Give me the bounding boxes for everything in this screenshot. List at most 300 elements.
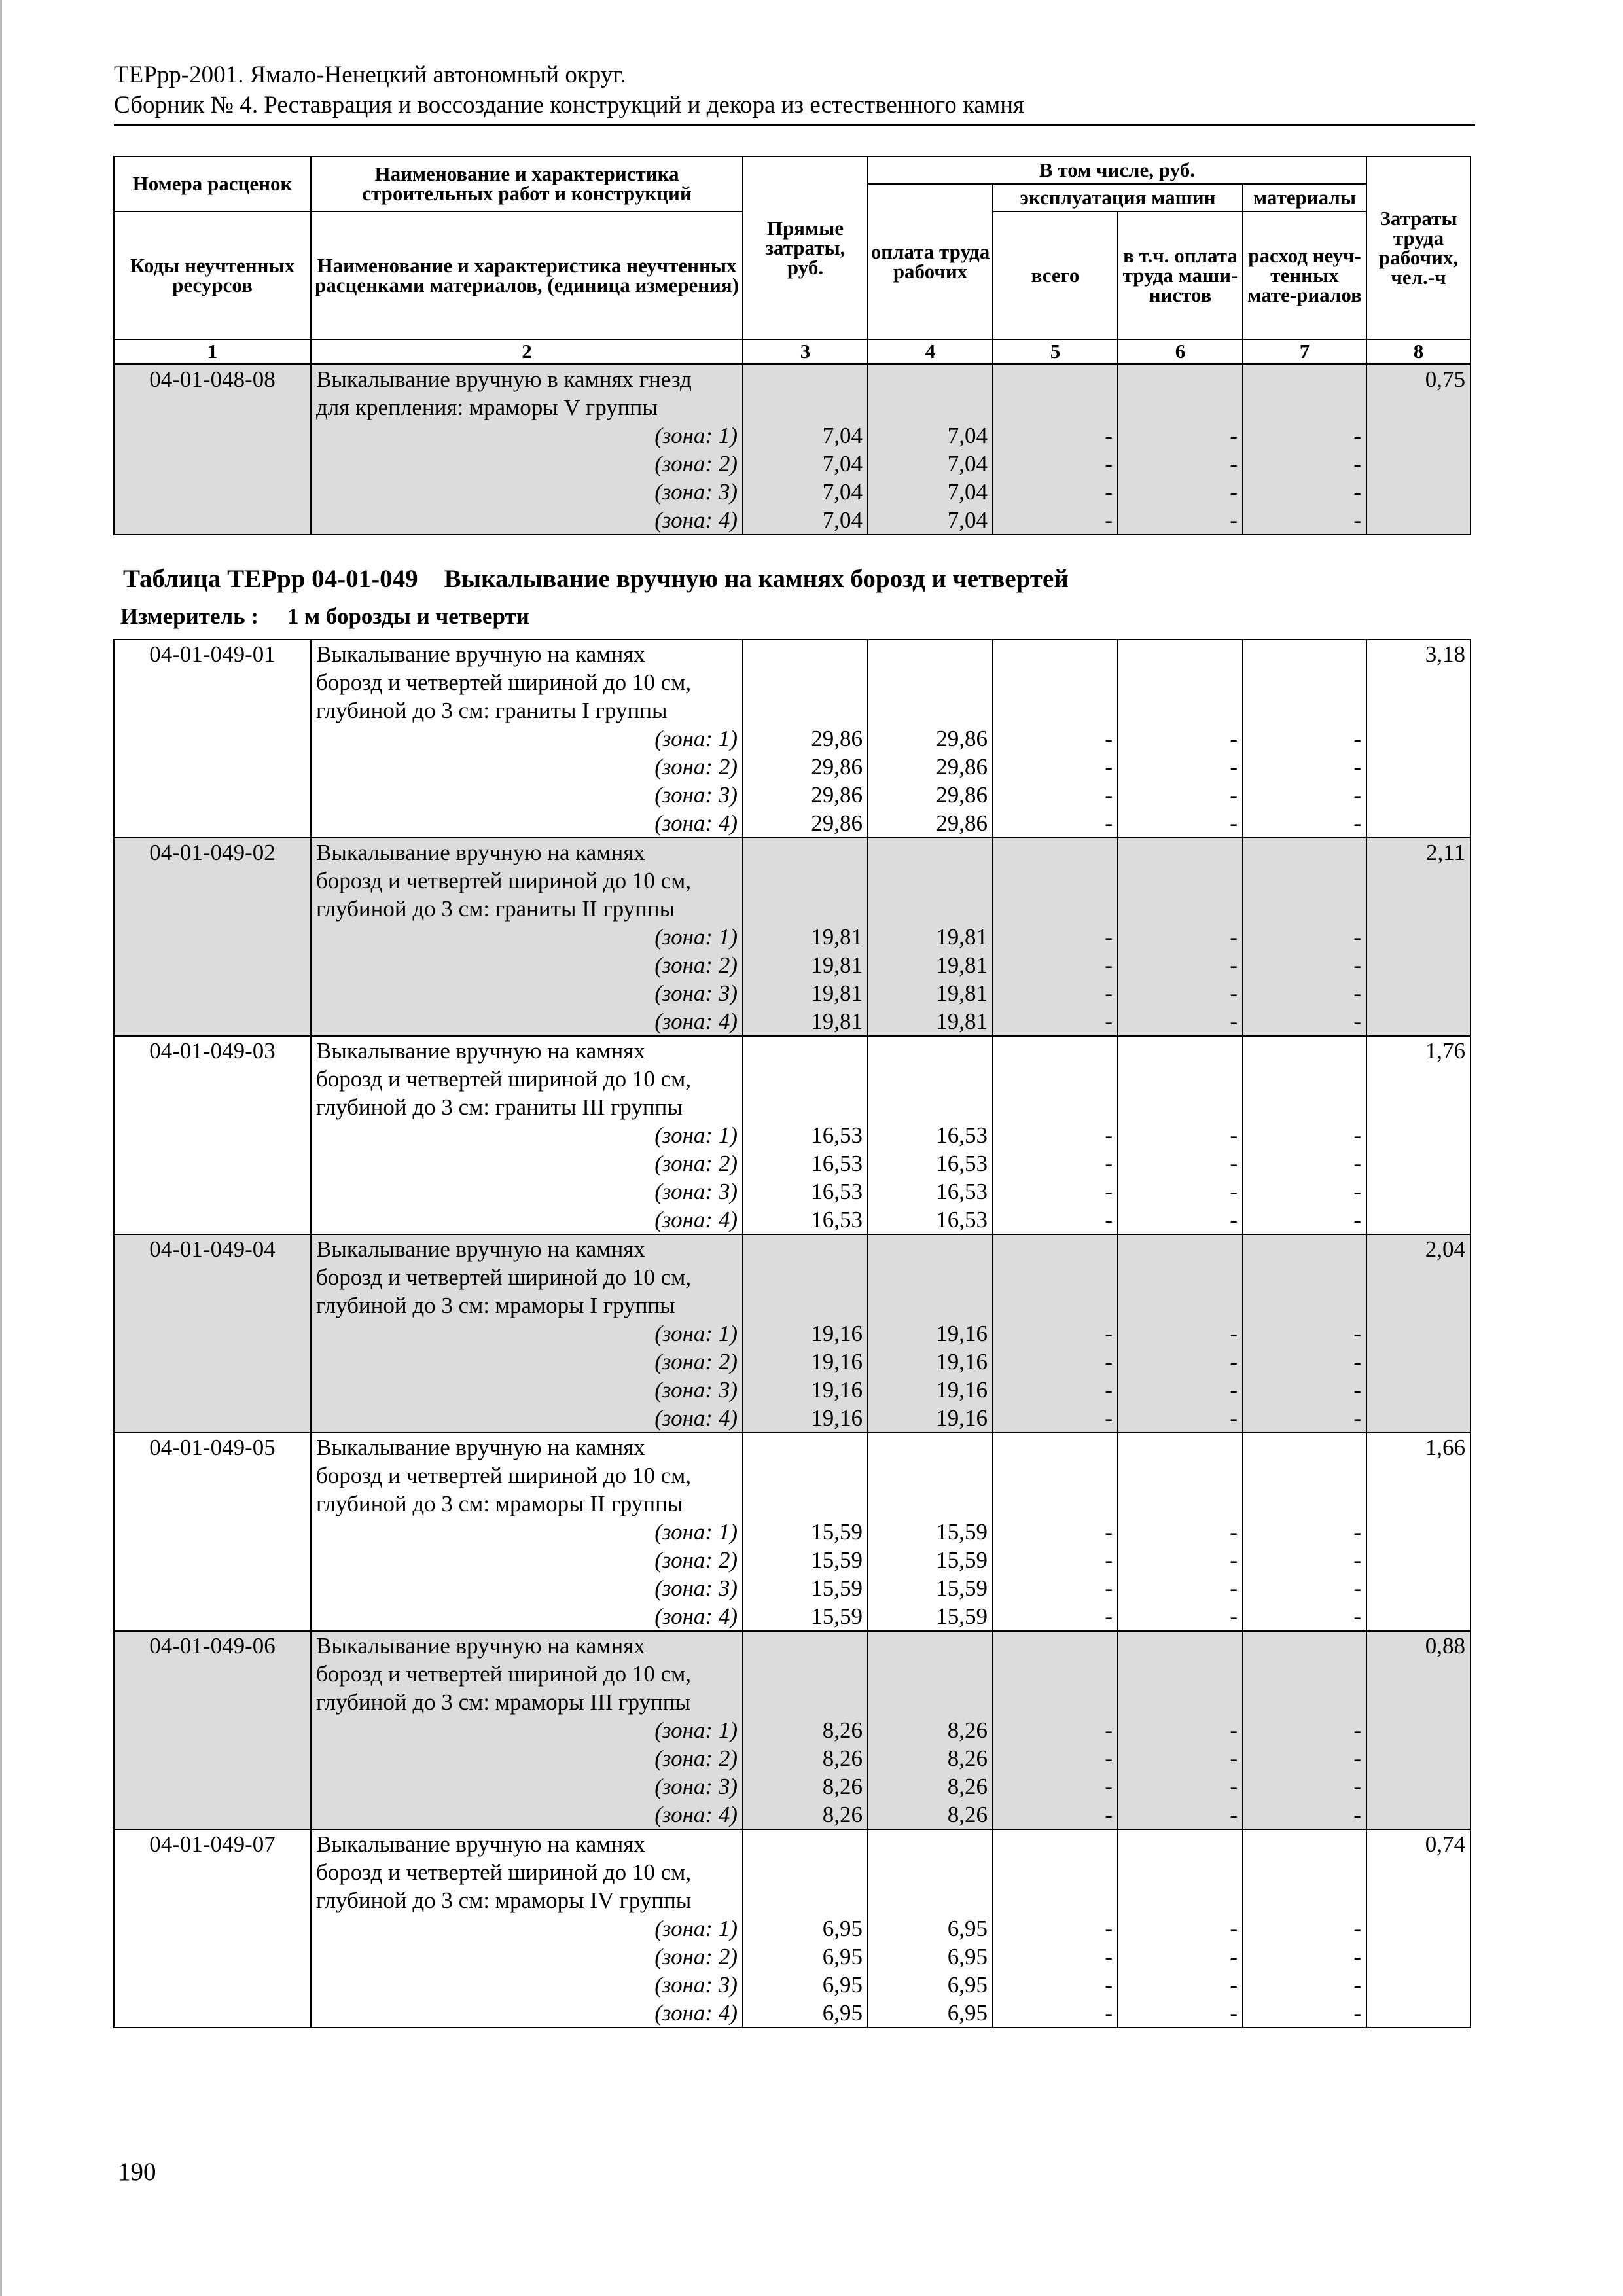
direct-costs-value: 16,53 — [811, 1179, 863, 1204]
labor-pay-value: 19,81 — [936, 952, 988, 978]
spacer — [998, 867, 1113, 895]
machinist-pay-value: - — [1230, 507, 1238, 533]
spacer — [998, 640, 1113, 668]
labor-pay — [868, 365, 993, 535]
machines-total-value: - — [1105, 924, 1113, 950]
spacer — [873, 696, 988, 725]
zone-label: (зона: 1) — [654, 1519, 738, 1545]
direct-costs-value: 19,16 — [811, 1349, 863, 1374]
direct-costs-value: 7,04 — [822, 479, 863, 505]
header-line-2: Сборник № 4. Реставрация и воссоздание конструкций и декора из естественного камня — [114, 92, 1025, 118]
direct-costs-value: 19,16 — [811, 1321, 863, 1346]
machinist-pay-value: - — [1230, 1321, 1238, 1346]
machines-total-value: - — [1105, 980, 1113, 1006]
col-resource-codes: Коды неучтенных ресурсов — [114, 211, 311, 340]
spacer — [1123, 1291, 1238, 1319]
machines-total-value: - — [1105, 451, 1113, 476]
rate-row — [114, 1829, 1471, 2028]
spacer — [998, 895, 1113, 923]
spacer — [748, 393, 863, 422]
spacer — [748, 838, 863, 867]
spacer — [1123, 1858, 1238, 1886]
spacer — [1248, 1291, 1361, 1319]
direct-costs-value: 8,26 — [822, 1717, 863, 1743]
spacer — [1123, 1632, 1238, 1660]
spacer — [748, 640, 863, 668]
table-number: Таблица ТЕРрр 04-01-049 — [123, 565, 418, 593]
spacer — [748, 1660, 863, 1688]
machines-total-value: - — [1105, 782, 1113, 808]
spacer — [873, 867, 988, 895]
col-direct-costs: Прямые затраты, руб. — [743, 156, 868, 340]
machinist-pay — [1118, 1829, 1243, 2028]
machinist-pay-value: - — [1230, 1151, 1238, 1176]
labor-pay-value: 7,04 — [947, 451, 988, 476]
zone-label: (зона: 3) — [654, 1774, 738, 1799]
rate-description — [311, 1433, 743, 1631]
material-use-value: - — [1353, 1122, 1361, 1148]
spacer — [998, 1065, 1113, 1093]
spacer — [873, 1886, 988, 1914]
rates-table-049 — [113, 639, 1471, 2028]
direct-costs-value: 8,26 — [822, 1746, 863, 1771]
material-use-value: - — [1353, 1774, 1361, 1799]
zone-label: (зона: 3) — [654, 1377, 738, 1403]
machinist-pay-value: - — [1230, 1944, 1238, 1969]
col-labor-costs: Затраты труда рабочих, чел.-ч — [1366, 156, 1471, 340]
labor-pay-value: 16,53 — [936, 1122, 988, 1148]
spacer — [748, 696, 863, 725]
material-use-value: - — [1353, 1575, 1361, 1601]
spacer — [1123, 1037, 1238, 1065]
machines-total — [993, 639, 1118, 838]
machinist-pay-value: - — [1230, 1604, 1238, 1629]
zone-label: (зона: 4) — [654, 1604, 738, 1629]
description-line: глубиной до 3 см: мраморы IV группы — [316, 1888, 692, 1913]
labor-pay-value: 6,95 — [947, 2000, 988, 2026]
spacer — [873, 393, 988, 422]
machinist-pay-value: - — [1230, 1519, 1238, 1545]
machines-total-value: - — [1105, 1151, 1113, 1176]
machinist-pay-value: - — [1230, 782, 1238, 808]
machinist-pay-value: - — [1230, 1547, 1238, 1573]
material-use — [1243, 1433, 1366, 1631]
labor-pay-value: 7,04 — [947, 423, 988, 448]
col-rate-numbers: Номера расценок — [114, 156, 311, 211]
rate-row — [114, 365, 1471, 535]
header-rule — [114, 124, 1475, 126]
machinist-pay-value: - — [1230, 1575, 1238, 1601]
spacer — [1123, 1830, 1238, 1858]
spacer — [998, 1291, 1113, 1319]
rate-description — [311, 365, 743, 535]
machines-total-value: - — [1105, 1972, 1113, 1998]
machines-total-value: - — [1105, 1009, 1113, 1034]
machines-total-value: - — [1105, 1405, 1113, 1431]
direct-costs — [743, 639, 868, 838]
description-line: Выкалывание вручную на камнях — [316, 1236, 645, 1262]
direct-costs-value: 15,59 — [811, 1547, 863, 1573]
zone-label: (зона: 3) — [654, 1575, 738, 1601]
spacer — [1123, 1660, 1238, 1688]
spacer — [873, 1462, 988, 1490]
spacer — [1123, 640, 1238, 668]
labor-pay-value: 15,59 — [936, 1519, 988, 1545]
machinist-pay-value: - — [1230, 1916, 1238, 1941]
direct-costs-value: 29,86 — [811, 782, 863, 808]
description-line: борозд и четвертей шириной до 10 см, — [316, 1859, 692, 1885]
direct-costs-value: 19,81 — [811, 924, 863, 950]
labor-pay — [868, 1631, 993, 1829]
machinist-pay-value: - — [1230, 1717, 1238, 1743]
machines-total — [993, 838, 1118, 1036]
machinist-pay-value: - — [1230, 1972, 1238, 1998]
labor-pay — [868, 838, 993, 1036]
material-use-value: - — [1353, 1972, 1361, 1998]
description-line: борозд и четвертей шириной до 10 см, — [316, 1463, 692, 1488]
direct-costs-value: 7,04 — [822, 423, 863, 448]
labor-costs: 2,11 — [1366, 838, 1471, 1036]
material-use-value: - — [1353, 1916, 1361, 1941]
machinist-pay-value: - — [1230, 451, 1238, 476]
labor-pay-value: 19,16 — [936, 1405, 988, 1431]
material-use-value: - — [1353, 479, 1361, 505]
spacer — [1123, 1433, 1238, 1462]
direct-costs-value: 29,86 — [811, 810, 863, 836]
labor-pay-value: 19,16 — [936, 1321, 988, 1346]
machines-total-value: - — [1105, 1179, 1113, 1204]
direct-costs — [743, 1829, 868, 2028]
spacer — [998, 1462, 1113, 1490]
direct-costs-value: 6,95 — [822, 1972, 863, 1998]
description-line: борозд и четвертей шириной до 10 см, — [316, 868, 692, 893]
rate-code: 04-01-048-08 — [114, 365, 311, 535]
zone-label: (зона: 2) — [654, 952, 738, 978]
spacer — [1123, 1490, 1238, 1518]
zone-label: (зона: 2) — [654, 1151, 738, 1176]
running-header — [114, 60, 1475, 120]
machines-total-value: - — [1105, 1802, 1113, 1827]
material-use-value: - — [1353, 1321, 1361, 1346]
labor-costs: 1,66 — [1366, 1433, 1471, 1631]
labor-pay-value: 15,59 — [936, 1575, 988, 1601]
spacer — [748, 895, 863, 923]
machines-total-value: - — [1105, 507, 1113, 533]
material-use-value: - — [1353, 1604, 1361, 1629]
direct-costs-value: 15,59 — [811, 1604, 863, 1629]
rates-table-048 — [113, 364, 1471, 535]
rate-code: 04-01-049-02 — [114, 838, 311, 1036]
col-number: 6 — [1118, 340, 1243, 363]
labor-pay — [868, 1234, 993, 1433]
direct-costs-value: 6,95 — [822, 2000, 863, 2026]
spacer — [1123, 393, 1238, 422]
machinist-pay-value: - — [1230, 2000, 1238, 2026]
machines-total-value: - — [1105, 1774, 1113, 1799]
rate-description — [311, 1036, 743, 1234]
col-materials: материалы — [1243, 184, 1366, 211]
spacer — [1123, 696, 1238, 725]
col-machines-total: всего — [993, 211, 1118, 340]
rate-row — [114, 1234, 1471, 1433]
machines-total — [993, 1234, 1118, 1433]
machines-total-value: - — [1105, 1916, 1113, 1941]
zone-label: (зона: 2) — [654, 1944, 738, 1969]
spacer — [1123, 365, 1238, 393]
spacer — [873, 1660, 988, 1688]
labor-pay-value: 19,16 — [936, 1377, 988, 1403]
machinist-pay — [1118, 1631, 1243, 1829]
spacer — [873, 640, 988, 668]
material-use-value: - — [1353, 1746, 1361, 1771]
machinist-pay-value: - — [1230, 1746, 1238, 1771]
labor-pay-value: 29,86 — [936, 810, 988, 836]
spacer — [1248, 696, 1361, 725]
spacer — [873, 1490, 988, 1518]
spacer — [1248, 1263, 1361, 1291]
description-line: Выкалывание вручную на камнях — [316, 1435, 645, 1460]
machines-total-value: - — [1105, 1717, 1113, 1743]
material-use-value: - — [1353, 754, 1361, 780]
labor-pay-value: 6,95 — [947, 1916, 988, 1941]
machinist-pay-value: - — [1230, 479, 1238, 505]
zone-label: (зона: 4) — [654, 1009, 738, 1034]
material-use-value: - — [1353, 1377, 1361, 1403]
rate-row — [114, 1631, 1471, 1829]
spacer — [998, 1660, 1113, 1688]
spacer — [998, 393, 1113, 422]
material-use — [1243, 838, 1366, 1036]
description-line: Выкалывание вручную в камнях гнезд — [316, 367, 692, 392]
spacer — [998, 1830, 1113, 1858]
spacer — [873, 1263, 988, 1291]
zone-label: (зона: 2) — [654, 754, 738, 780]
spacer — [748, 1263, 863, 1291]
zone-label: (зона: 1) — [654, 1717, 738, 1743]
direct-costs-value: 8,26 — [822, 1802, 863, 1827]
spacer — [1123, 867, 1238, 895]
labor-pay-value: 19,81 — [936, 980, 988, 1006]
zone-label: (зона: 1) — [654, 1122, 738, 1148]
labor-pay-value: 16,53 — [936, 1207, 988, 1232]
rate-code: 04-01-049-07 — [114, 1829, 311, 2028]
spacer — [998, 1093, 1113, 1121]
labor-pay-value: 6,95 — [947, 1944, 988, 1969]
labor-pay-value: 15,59 — [936, 1547, 988, 1573]
description-line: глубиной до 3 см: граниты III группы — [316, 1094, 683, 1120]
zone-label: (зона: 4) — [654, 1802, 738, 1827]
zone-label: (зона: 1) — [654, 1916, 738, 1941]
direct-costs-value: 16,53 — [811, 1122, 863, 1148]
material-use-value: - — [1353, 1207, 1361, 1232]
machines-total-value: - — [1105, 1321, 1113, 1346]
material-use-value: - — [1353, 423, 1361, 448]
rate-description — [311, 639, 743, 838]
spacer — [748, 1490, 863, 1518]
zone-label: (зона: 3) — [654, 479, 738, 505]
machines-total-value: - — [1105, 1547, 1113, 1573]
spacer — [748, 1433, 863, 1462]
material-use-value: - — [1353, 1717, 1361, 1743]
zone-label: (зона: 3) — [654, 980, 738, 1006]
spacer — [1123, 1065, 1238, 1093]
machines-total-value: - — [1105, 1575, 1113, 1601]
spacer — [998, 365, 1113, 393]
labor-pay-value: 8,26 — [947, 1774, 988, 1799]
machinist-pay-value: - — [1230, 726, 1238, 751]
spacer — [1248, 393, 1361, 422]
spacer — [873, 1858, 988, 1886]
labor-pay — [868, 1036, 993, 1234]
col-material-use: расход неуч-тенных мате-риалов — [1243, 211, 1366, 340]
spacer — [998, 668, 1113, 696]
zone-label: (зона: 2) — [654, 1746, 738, 1771]
direct-costs — [743, 1631, 868, 1829]
machines-total — [993, 1631, 1118, 1829]
spacer — [1248, 1490, 1361, 1518]
spacer — [998, 1263, 1113, 1291]
machines-total-value: - — [1105, 1944, 1113, 1969]
direct-costs — [743, 1234, 868, 1433]
labor-pay-value: 8,26 — [947, 1717, 988, 1743]
rate-code: 04-01-049-04 — [114, 1234, 311, 1433]
description-line: глубиной до 3 см: мраморы II группы — [316, 1491, 683, 1516]
material-use-value: - — [1353, 1405, 1361, 1431]
direct-costs-value: 19,81 — [811, 952, 863, 978]
col-number: 4 — [868, 340, 993, 363]
col-material-name: Наименование и характеристика неучтенных расценками материалов, (единица измерения) — [311, 211, 743, 340]
machinist-pay — [1118, 639, 1243, 838]
machines-total-value: - — [1105, 1519, 1113, 1545]
machinist-pay — [1118, 1036, 1243, 1234]
machines-total-value: - — [1105, 952, 1113, 978]
machinist-pay-value: - — [1230, 1207, 1238, 1232]
machines-total-value: - — [1105, 1122, 1113, 1148]
machines-total-value: - — [1105, 1604, 1113, 1629]
measure-label: Измеритель : — [120, 603, 259, 629]
zone-label: (зона: 3) — [654, 1179, 738, 1204]
spacer — [873, 895, 988, 923]
labor-pay — [868, 639, 993, 838]
machines-total — [993, 1036, 1118, 1234]
spacer — [873, 1065, 988, 1093]
direct-costs-value: 6,95 — [822, 1944, 863, 1969]
machinist-pay-value: - — [1230, 1009, 1238, 1034]
machinist-pay-value: - — [1230, 810, 1238, 836]
col-machines: эксплуатация машин — [993, 184, 1243, 211]
material-use-value: - — [1353, 507, 1361, 533]
spacer — [748, 1065, 863, 1093]
machines-total-value: - — [1105, 423, 1113, 448]
zone-label: (зона: 4) — [654, 2000, 738, 2026]
spacer — [1248, 365, 1361, 393]
direct-costs-value: 6,95 — [822, 1916, 863, 1941]
description-line: борозд и четвертей шириной до 10 см, — [316, 1066, 692, 1092]
spacer — [1248, 1660, 1361, 1688]
zone-label: (зона: 4) — [654, 1207, 738, 1232]
machines-total-value: - — [1105, 810, 1113, 836]
col-machinist-pay: в т.ч. оплата труда маши-нистов — [1118, 211, 1243, 340]
spacer — [748, 1291, 863, 1319]
description-line: борозд и четвертей шириной до 10 см, — [316, 1265, 692, 1290]
rate-code: 04-01-049-06 — [114, 1631, 311, 1829]
material-use-value: - — [1353, 1009, 1361, 1034]
labor-costs: 0,88 — [1366, 1631, 1471, 1829]
material-use-value: - — [1353, 782, 1361, 808]
rate-row — [114, 1433, 1471, 1631]
zone-label: (зона: 1) — [654, 423, 738, 448]
direct-costs-value: 19,16 — [811, 1377, 863, 1403]
description-line: борозд и четвертей шириной до 10 см, — [316, 670, 692, 695]
material-use-value: - — [1353, 1944, 1361, 1969]
spacer — [1248, 1093, 1361, 1121]
spacer — [748, 365, 863, 393]
labor-pay-value: 29,86 — [936, 754, 988, 780]
spacer — [1248, 1462, 1361, 1490]
direct-costs — [743, 1036, 868, 1234]
machinist-pay-value: - — [1230, 1774, 1238, 1799]
material-use-value: - — [1353, 1519, 1361, 1545]
spacer — [1123, 895, 1238, 923]
zone-label: (зона: 1) — [654, 726, 738, 751]
material-use — [1243, 1631, 1366, 1829]
machinist-pay-value: - — [1230, 1405, 1238, 1431]
machinist-pay-value: - — [1230, 754, 1238, 780]
machinist-pay-value: - — [1230, 1349, 1238, 1374]
spacer — [1248, 838, 1361, 867]
zone-label: (зона: 1) — [654, 1321, 738, 1346]
spacer — [1248, 1858, 1361, 1886]
page-edge — [0, 0, 2, 2296]
labor-pay-value: 19,81 — [936, 924, 988, 950]
description-line: для крепления: мраморы V группы — [316, 395, 658, 420]
rate-row — [114, 639, 1471, 838]
labor-costs: 2,04 — [1366, 1234, 1471, 1433]
spacer — [748, 668, 863, 696]
machines-total — [993, 1829, 1118, 2028]
spacer — [873, 1235, 988, 1263]
material-use — [1243, 1829, 1366, 2028]
zone-label: (зона: 4) — [654, 1405, 738, 1431]
direct-costs-value: 16,53 — [811, 1151, 863, 1176]
description-line: Выкалывание вручную на камнях — [316, 840, 645, 865]
description-line: Выкалывание вручную на камнях — [316, 641, 645, 667]
material-use-value: - — [1353, 980, 1361, 1006]
machines-total-value: - — [1105, 754, 1113, 780]
page-number: 190 — [118, 2158, 156, 2186]
direct-costs-value: 29,86 — [811, 754, 863, 780]
labor-pay — [868, 1433, 993, 1631]
col-number: 5 — [993, 340, 1118, 363]
material-use-value: - — [1353, 1802, 1361, 1827]
measure-value: 1 м борозды и четверти — [287, 603, 529, 629]
spacer — [998, 1433, 1113, 1462]
zone-label: (зона: 2) — [654, 1547, 738, 1573]
spacer — [1248, 1235, 1361, 1263]
labor-pay-value: 7,04 — [947, 479, 988, 505]
machinist-pay-value: - — [1230, 980, 1238, 1006]
spacer — [998, 1490, 1113, 1518]
spacer — [1248, 1830, 1361, 1858]
spacer — [1248, 867, 1361, 895]
spacer — [1248, 1433, 1361, 1462]
col-including: В том числе, руб. — [868, 156, 1366, 184]
labor-costs: 1,76 — [1366, 1036, 1471, 1234]
spacer — [873, 1093, 988, 1121]
machinist-pay-value: - — [1230, 1179, 1238, 1204]
labor-pay-value: 8,26 — [947, 1802, 988, 1827]
spacer — [998, 1632, 1113, 1660]
